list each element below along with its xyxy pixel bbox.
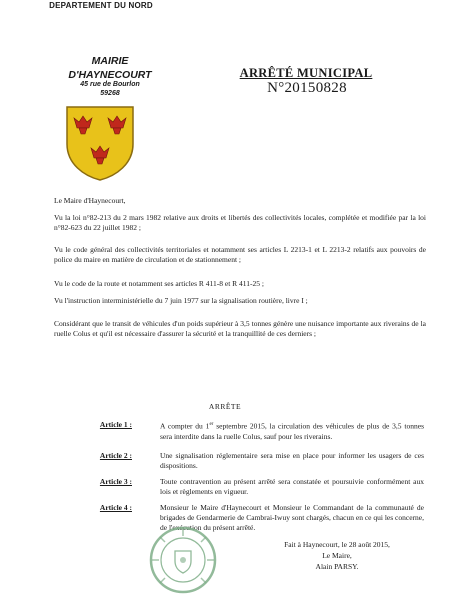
department-label: DEPARTEMENT DU NORD [49,1,153,10]
article-3-text: Toute contravention au présent arrêté sera constatée et poursuivie conformément aux lois et règlements en vigueur. [160,477,424,496]
article-1-label: Article 1 : [99,420,132,429]
address-street: 45 rue de Bourlon [80,81,140,88]
arrete-number: N°20150828 [267,80,347,96]
signature-name: Alain PARSY. [315,562,359,571]
intro-line: Le Maire d'Haynecourt, [54,196,126,205]
article-2-label: Article 2 : [99,451,132,460]
address-postcode: 59268 [100,90,120,97]
coat-of-arms-icon [64,104,136,182]
mairie-name [40,54,180,82]
municipal-stamp-icon [148,525,218,595]
mairie-line-2: D'HAYNECOURT [68,69,152,81]
article-1-text-start: A compter du 1 [160,421,210,431]
article-1-superscript: er [209,422,214,427]
consideration-1: Vu la loi n°82-213 du 2 mars 1982 relative aux droits et libertés des collectivités locales, complétée et modifiée par la loi n°82-623 du 22 juillet 1982 ; [54,213,426,232]
article-1-text-end: septembre 2015, la circulation des véhicules de plus de 3,5 tonnes sera interdite dans la ruelle Colus, sauf pour les riverains. [160,421,424,441]
article-4-text: Monsieur le Maire d'Haynecourt et Monsieur le Commandant de la communauté de brigades de Gendarmerie de Cambrai-Iwuy sont chargés, chacun en ce qui les concerne, de l'exécution du présent arrêté. [160,503,424,532]
article-1-text [160,420,424,442]
signature-role: Le Maire, [322,551,352,560]
mairie-address [40,80,180,98]
mairie-line-1: MAIRIE [91,55,129,67]
article-3-label: Article 3 : [99,477,132,486]
consideration-4: Vu l'instruction interministérielle du 7 juin 1977 sur la signalisation routière, livre I ; [54,296,308,305]
arrete-heading: ARRÊTE [208,402,242,411]
consideration-3: Vu le code de la route et notamment ses articles R 411-8 et R 411-25 ; [54,279,264,288]
signature-place-date: Fait à Haynecourt, le 28 août 2015, [284,540,390,549]
article-4-label: Article 4 : [99,503,132,512]
consideration-5: Considérant que le transit de véhicules d'un poids supérieur à 3,5 tonnes génère une nuisance importante aux riverains de la ruelle Colus et qu'il est nécessaire d'assurer la sécurité et la tranquillité de ces derniers ; [54,319,426,338]
consideration-2: Vu le code général des collectivités territoriales et notamment ses articles L 2213-1 et L 2213-2 relatifs aux pouvoirs de police du maire en matière de circulation et de stationnement ; [54,245,426,264]
article-2-text: Une signalisation réglementaire sera mise en place pour informer les usagers de ces dispositions. [160,451,424,470]
document-title: ARRÊTÉ MUNICIPAL [239,66,373,80]
